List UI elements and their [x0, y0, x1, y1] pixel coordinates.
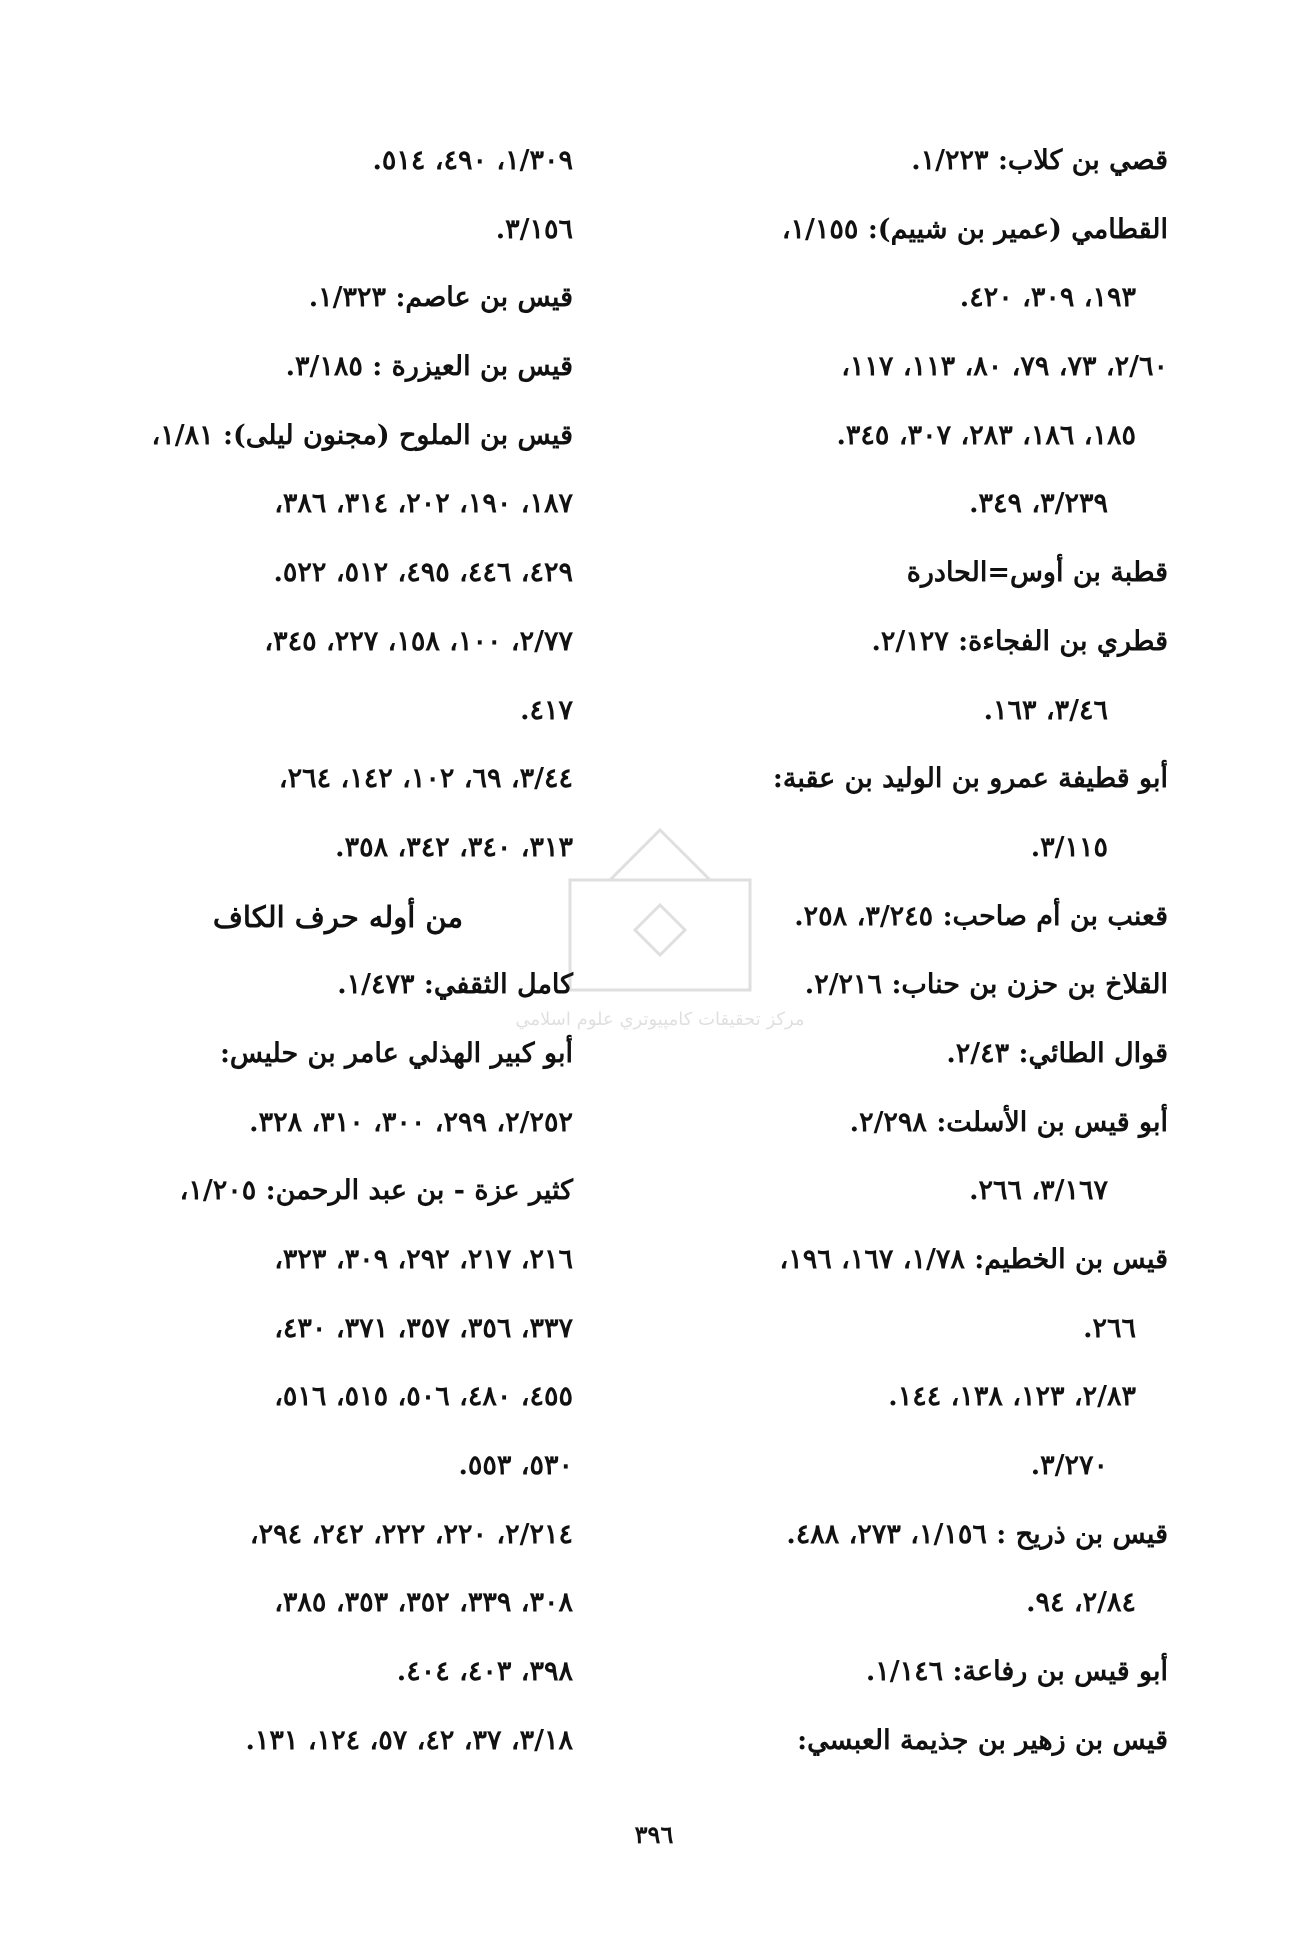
index-entry: قيس بن ذريح : ١/١٥٦، ٢٧٣، ٤٨٨. [786, 1518, 1168, 1550]
index-entry: ٢/٦٠، ٧٣، ٧٩، ٨٠، ١١٣، ١١٧، [841, 351, 1168, 383]
index-entry: ٣٠٨، ٣٣٩، ٣٥٢، ٣٥٣، ٣٨٥، [274, 1587, 573, 1619]
index-entry: أبو قيس بن الأسلت: ٢/٢٩٨. [849, 1106, 1168, 1138]
index-entry: ٣١٣، ٣٤٠، ٣٤٢، ٣٥٨. [335, 831, 573, 863]
index-entry: ٣/٤٤، ٦٩، ١٠٢، ١٤٢، ٢٦٤، [278, 763, 573, 795]
index-entry: قيس بن زهير بن جذيمة العبسي: [797, 1724, 1168, 1756]
index-entry: ٢/٧٧، ١٠٠، ١٥٨، ٢٢٧، ٣٤٥، [264, 625, 573, 657]
index-entry: ٣/١٨، ٣٧، ٤٢، ٥٧، ١٢٤، ١٣١. [245, 1724, 573, 1756]
watermark-logo-icon [500, 820, 820, 1060]
index-entry: ٣/٤٦، ١٦٣. [983, 694, 1108, 726]
index-entry: ١٨٧، ١٩٠، ٢٠٢، ٣١٤، ٣٨٦، [274, 488, 573, 520]
section-heading: من أوله حرف الكاف [212, 899, 463, 934]
index-entry: القطامي (عمير بن شييم): ١/١٥٥، [781, 213, 1168, 245]
index-entry: ٢١٦، ٢١٧، ٢٩٢، ٣٠٩، ٣٢٣، [274, 1244, 573, 1275]
index-entry: ٤٢٩، ٤٤٦، ٤٩٥، ٥١٢، ٥٢٢. [273, 557, 573, 589]
index-entry: أبو كبير الهذلي عامر بن حليس: [219, 1037, 573, 1069]
index-entry: ٢/٨٣، ١٢٣، ١٣٨، ١٤٤. [888, 1381, 1136, 1413]
index-entry: ١/٣٠٩، ٤٩٠، ٥١٤. [372, 145, 573, 176]
index-entry: ٤٥٥، ٤٨٠، ٥٠٦، ٥١٥، ٥١٦، [274, 1381, 573, 1413]
index-column-left [53, 138, 573, 1787]
index-entry: قيس بن الخطيم: ١/٧٨، ١٦٧، ١٩٦، [779, 1244, 1168, 1275]
index-entry: كامل الثقفي: ١/٤٧٣. [337, 969, 573, 1001]
index-entry: ٣/١٦٧، ٢٦٦. [969, 1175, 1108, 1207]
index-entry: ٢/٨٤، ٩٤. [1026, 1587, 1136, 1619]
index-entry: قعنب بن أم صاحب: ٣/٢٤٥، ٢٥٨. [794, 900, 1168, 932]
index-entry: قوال الطائي: ٢/٤٣. [946, 1037, 1168, 1069]
index-entry: ٣/٢٧٠. [1030, 1450, 1108, 1482]
index-entry: ٣/١١٥. [1030, 831, 1108, 863]
index-entry: قطري بن الفجاءة: ٢/١٢٧. [871, 625, 1168, 657]
page-number: ٣٩٦ [634, 1820, 674, 1849]
index-entry: قيس بن عاصم: ١/٣٢٣. [308, 282, 573, 314]
index-entry: ١٨٥، ١٨٦، ٢٨٣، ٣٠٧، ٣٤٥. [836, 419, 1136, 451]
index-entry: ٢٦٦. [1083, 1312, 1136, 1344]
index-entry: قيس بن الملوح (مجنون ليلى): ١/٨١، [151, 419, 573, 451]
index-entry: قيس بن العيزرة : ٣/١٨٥. [285, 351, 573, 383]
index-entry: ٣/٢٣٩، ٣٤٩. [969, 488, 1108, 520]
index-entry: أبو قطيفة عمرو بن الوليد بن عقبة: [772, 763, 1168, 795]
index-entry: قطبة بن أوس=الحادرة [906, 557, 1168, 589]
index-entry: ٢/٢١٤، ٢٢٠، ٢٢٢، ٢٤٢، ٢٩٤، [249, 1518, 573, 1550]
index-entry: ٢/٢٥٢، ٢٩٩، ٣٠٠، ٣١٠، ٣٢٨. [249, 1106, 573, 1138]
index-entry: ٤١٧. [520, 694, 573, 726]
index-entry: ٣٩٨، ٤٠٣، ٤٠٤. [396, 1656, 573, 1688]
index-entry: ٣/١٥٦. [495, 213, 573, 245]
index-entry: كثير عزة - بن عبد الرحمن: ١/٢٠٥، [179, 1175, 573, 1207]
index-entry: ٥٣٠، ٥٥٣. [458, 1450, 573, 1482]
index-entry: أبو قيس بن رفاعة: ١/١٤٦. [865, 1656, 1168, 1688]
index-entry: القلاخ بن حزن بن حناب: ٢/٢١٦. [804, 969, 1168, 1001]
index-entry: ١٩٣، ٣٠٩، ٤٢٠. [959, 282, 1136, 314]
index-entry: قصي بن كلاب: ١/٢٢٣. [911, 145, 1168, 176]
index-entry: ٣٣٧، ٣٥٦، ٣٥٧، ٣٧١، ٤٣٠، [274, 1312, 573, 1344]
watermark-text: مركز تحقيقات كامپيوتري علوم اسلامي [515, 1009, 805, 1030]
